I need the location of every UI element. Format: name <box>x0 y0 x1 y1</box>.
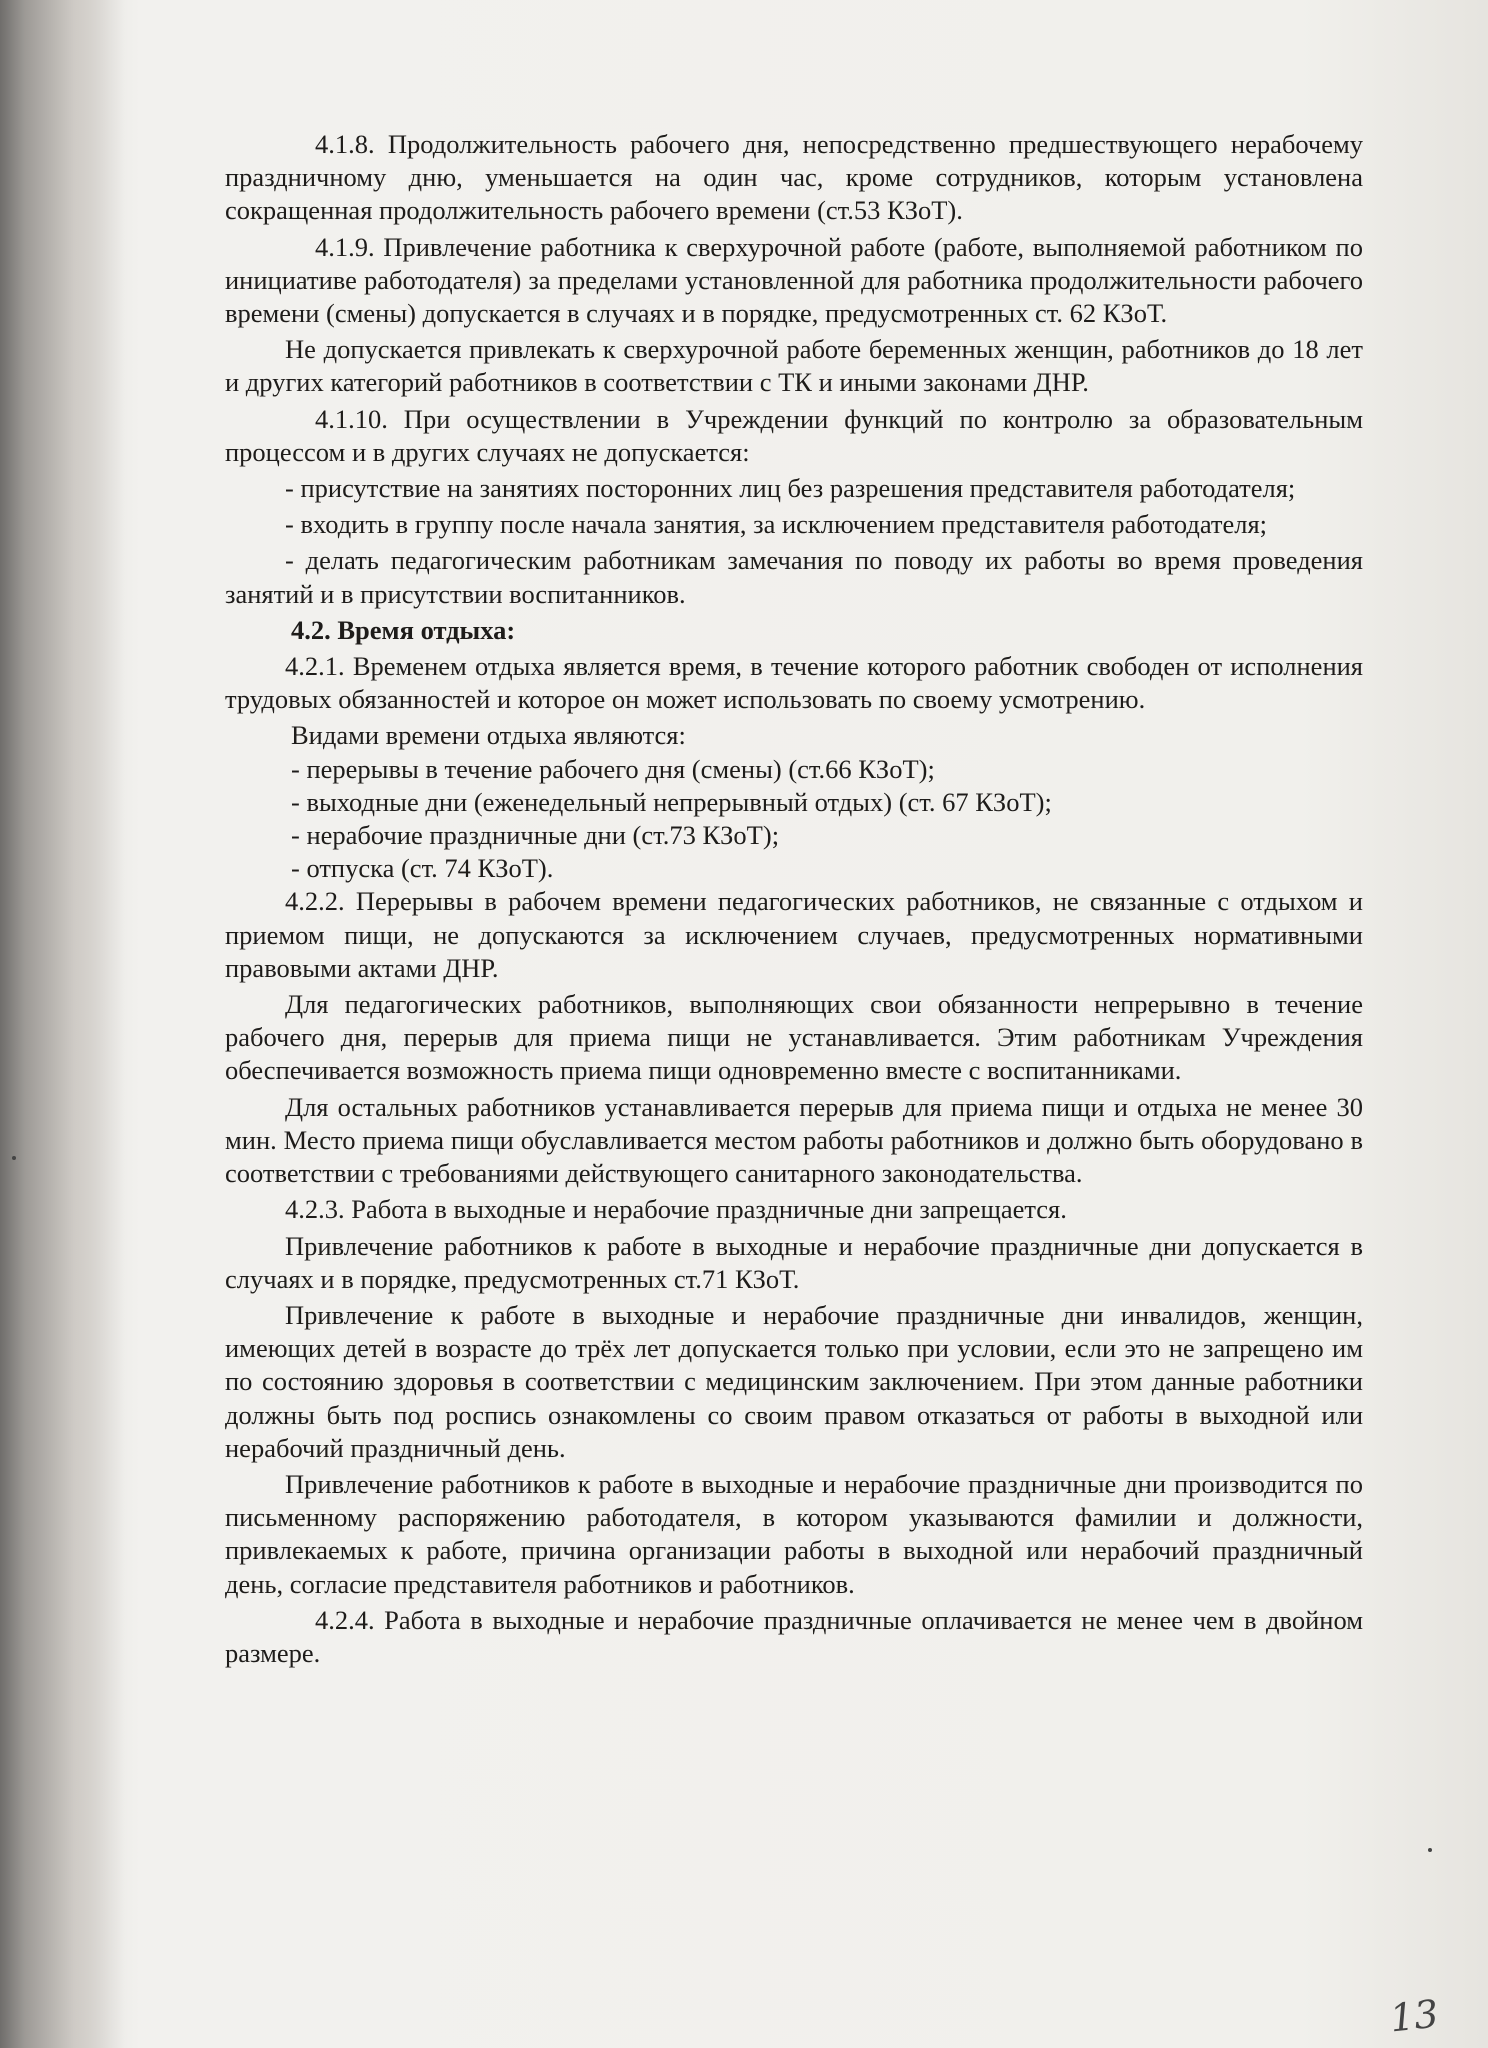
paragraph-weekend-work-restrictions: Привлечение к работе в выходные и нерабочие праздничные дни инвалидов, женщин, имеющих детей в возрасте до трёх лет допускается только при условии, если это не запрещено им по состоянию здоровья в соответствии с медицинским заключением. При этом данные работники должны быть под роспись ознакомлены со своим правом отказаться от работы в выходной или нерабочий праздничный день. <box>225 1299 1363 1463</box>
page-number: 13 <box>1387 1991 1441 2041</box>
list-item-remarks: - делать педагогическим работникам замечания по поводу их работы во время проведения занятий и в присутствии воспитанников. <box>225 545 1363 609</box>
list-item-vacations: - отпуска (ст. 74 КЗоТ). <box>291 853 554 884</box>
scan-speck <box>12 1156 16 1160</box>
scan-speck <box>1428 1848 1432 1852</box>
paragraph-4-1-9: 4.1.9. Привлечение работника к сверхурочной работе (работе, выполняемой работником по инициативе работодателя) за пределами установленной для работника продолжительности рабочего времени (смены) допускается в случаях и в порядке, предусмотренных ст. 62 КЗоТ. <box>225 231 1363 329</box>
paragraph-meal-others: Для остальных работников устанавливается перерыв для приема пищи и отдыха не менее 30 мин. Место приема пищи обуславливается местом работы работников и должно быть оборудовано в соответствии с требованиями действующего санитарного законодательства. <box>225 1091 1363 1189</box>
list-item-breaks: - перерывы в течение рабочего дня (смены) (ст.66 КЗоТ); <box>291 753 935 784</box>
list-item-weekends: - выходные дни (еженедельный непрерывный отдых) (ст. 67 КЗоТ); <box>291 786 1052 817</box>
document-body <box>225 128 1363 1673</box>
list-item-holidays: - нерабочие праздничные дни (ст.73 КЗоТ); <box>291 820 780 851</box>
paragraph-4-2-3: 4.2.3. Работа в выходные и нерабочие праздничные дни запрещается. <box>285 1194 1067 1225</box>
paragraph-4-2-2: 4.2.2. Перерывы в рабочем времени педагогических работников, не связанные с отдыхом и приемом пищи, не допускаются за исключением случаев, предусмотренных нормативными правовыми актами ДНР. <box>225 886 1363 983</box>
paragraph-meal-teachers: Для педагогических работников, выполняющих свои обязанности непрерывно в течение рабочего дня, перерыв для приема пищи не устанавливается. Этим работникам Учреждения обеспечивается возможность приема пищи одновременно вместе с воспитанниками. <box>225 989 1363 1086</box>
paragraph-4-1-8: 4.1.8. Продолжительность рабочего дня, непосредственно предшествующего нерабочему праздничному дню, уменьшается на один час, кроме сотрудников, которым установлена сокращенная продолжительность рабочего времени (ст.53 КЗоТ). <box>225 129 1363 226</box>
list-item-entering-group: - входить в группу после начала занятия, за исключением представителя работодателя; <box>285 509 1268 540</box>
paragraph-weekend-work-order: Привлечение работников к работе в выходные и нерабочие праздничные дни производится по письменному распоряжению работодателя, в котором указываются фамилии и должности, привлекаемых к работе, причина организации работы в выходной или нерабочий праздничный день, согласие представителя работников и работников. <box>225 1468 1363 1599</box>
list-item-outsiders: - присутствие на занятиях посторонних лиц без разрешения представителя работодателя; <box>285 473 1296 504</box>
paragraph-4-2-4: 4.2.4. Работа в выходные и нерабочие праздничные оплачивается не менее чем в двойном размере. <box>225 1604 1363 1668</box>
paragraph-overtime-restriction: Не допускается привлекать к сверхурочной работе беременных женщин, работников до 18 лет и других категорий работников в соответствии с ТК и иными законами ДНР. <box>225 334 1363 398</box>
section-heading-rest-time: 4.2. Время отдыха: <box>291 614 516 645</box>
paragraph-4-2-1: 4.2.1. Временем отдыха является время, в течение которого работник свободен от исполнения трудовых обязанностей и которое он может использовать по своему усмотрению. <box>225 651 1363 715</box>
paragraph-weekend-work-cases: Привлечение работников к работе в выходные и нерабочие праздничные дни допускается в случаях и в порядке, предусмотренных ст.71 КЗоТ. <box>225 1230 1363 1294</box>
list-heading-rest-types: Видами времени отдыха являются: <box>291 720 686 751</box>
paragraph-4-1-10: 4.1.10. При осуществлении в Учреждении функций по контролю за образовательным процессом и в других случаях не допускается: <box>225 403 1363 467</box>
page-binding-shadow <box>0 0 125 2048</box>
